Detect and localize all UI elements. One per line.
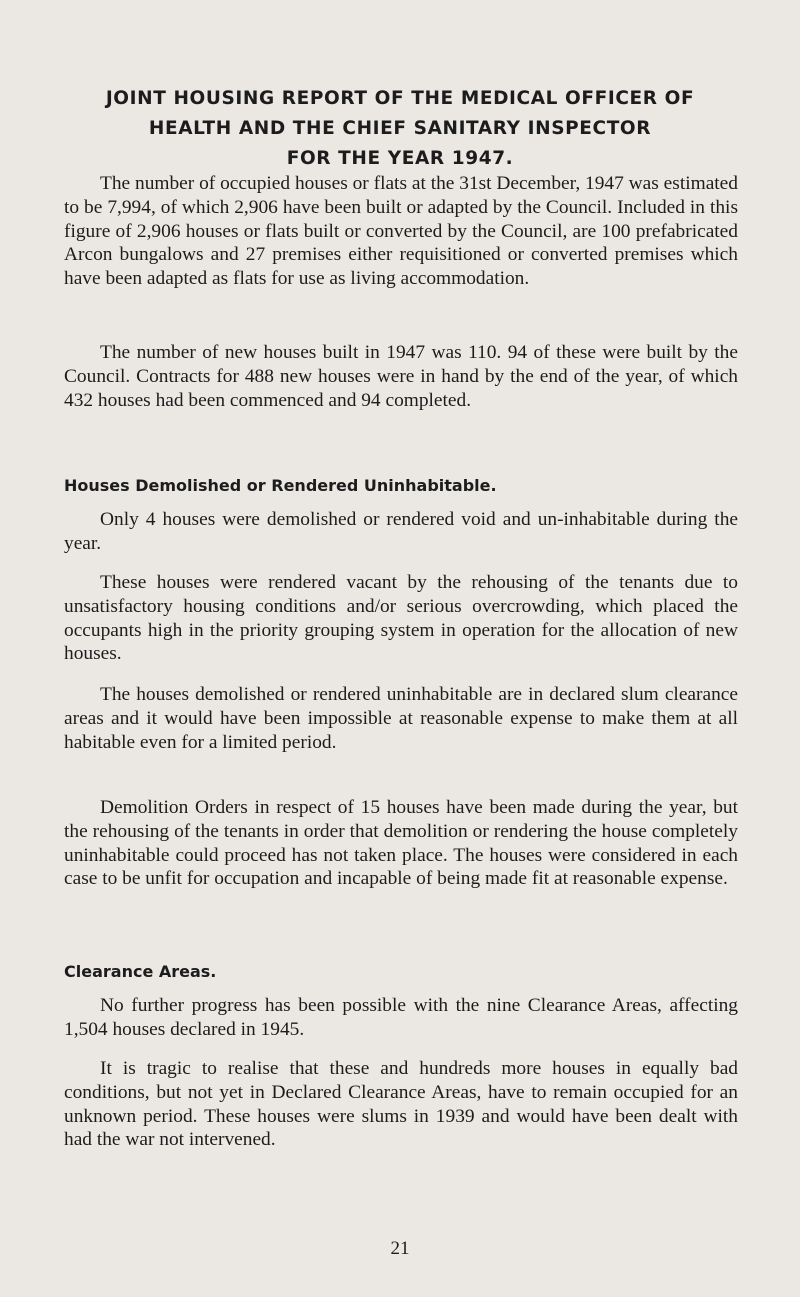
section-heading-demolished: Houses Demolished or Rendered Uninhabitable.	[64, 476, 497, 495]
intro-paragraph-2: The number of new houses built in 1947 was 110. 94 of these were built by the Council. Contracts for 488 new houses were in hand by the end of the year, of which 432 houses had been commenced and 94 completed.	[64, 342, 738, 411]
intro-paragraph-1: The number of occupied houses or flats at the 31st December, 1947 was estimated to be 7,994, of which 2,906 have been built or adapted by the Council. Included in this figure of 2,906 houses or flats built or converted by the Council, are 100 prefabricated Arcon bungalows and 27 premises either requisitioned or converted premises which have been adapted as flats for use as living accommodation.	[64, 173, 738, 290]
section-heading-clearance: Clearance Areas.	[64, 962, 217, 981]
clearance-paragraph-1: No further progress has been possible with the nine Clearance Areas, affecting 1,504 houses declared in 1945.	[64, 995, 738, 1040]
demolished-paragraph-4: Demolition Orders in respect of 15 houses have been made during the year, but the rehousing of the tenants in order that demolition or rendering the house completely uninhabitable could proceed has not taken place. The houses were considered in each case to be unfit for occupation and incapable of being made fit at reasonable expense.	[64, 797, 738, 890]
title-line-3: FOR THE YEAR 1947.	[286, 148, 514, 169]
demolished-paragraph-2: These houses were rendered vacant by the rehousing of the tenants due to unsatisfactory housing conditions and/or serious overcrowding, which placed the occupants high in the priority grouping system in operation for the allocation of new houses.	[64, 572, 738, 665]
page-number: 21	[390, 1238, 410, 1259]
title-line-2: HEALTH AND THE CHIEF SANITARY INSPECTOR	[148, 118, 652, 139]
demolished-paragraph-1: Only 4 houses were demolished or rendered void and un-inhabitable during the year.	[64, 509, 738, 554]
title-line-1: JOINT HOUSING REPORT OF THE MEDICAL OFFICER OF	[105, 88, 695, 109]
demolished-paragraph-3: The houses demolished or rendered uninhabitable are in declared slum clearance areas and it would have been impossible at reasonable expense to make them at all habitable even for a limited period.	[64, 684, 738, 753]
report-title	[60, 84, 740, 174]
clearance-paragraph-2: It is tragic to realise that these and hundreds more houses in equally bad conditions, but not yet in Declared Clearance Areas, have to remain occupied for an unknown period. These houses were slums in 1939 and would have been dealt with had the war not intervened.	[64, 1058, 738, 1151]
